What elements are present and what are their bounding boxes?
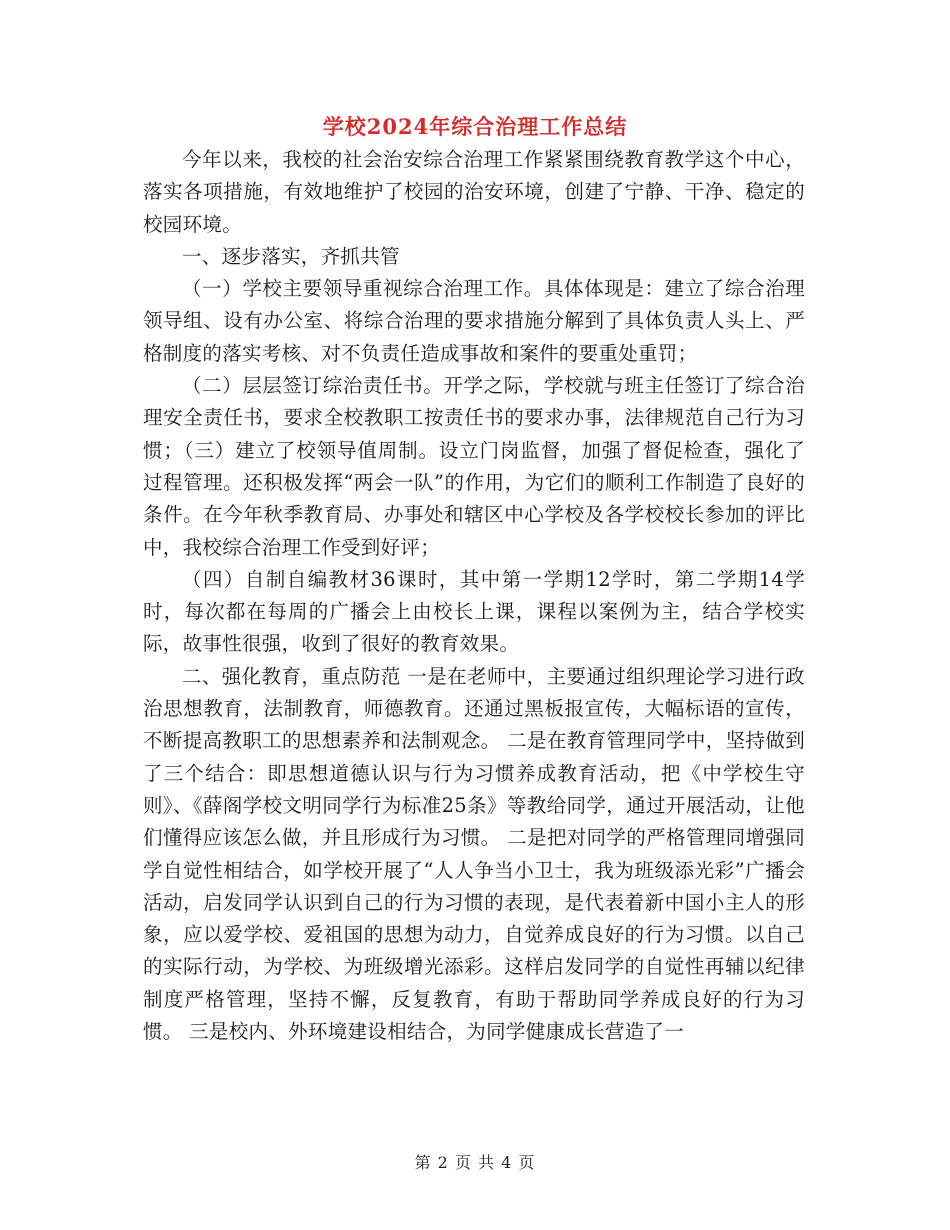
- paragraph-intro: 今年以来，我校的社会治安综合治理工作紧紧围绕教育教学这个中心，落实各项措施，有效地维护了校园的治安环境，创建了宁静、干净、稳定的校园环境。: [143, 148, 805, 236]
- paragraph-item-2-3: （二）层层签订综治责任书。开学之际，学校就与班主任签订了综合治理安全责任书，要求全校教职工按责任书的要求办事，法律规范自己行为习惯；（三）建立了校领导值周制。设立门岗监督，加强了督促检查，强化了过程管理。还积极发挥“两会一队”的作用，为它们的顺利工作制造了良好的条件。在今年秋季教育局、办事处和辖区中心学校及各学校校长参加的评比中，我校综合治理工作受到好评；: [143, 374, 805, 559]
- section-heading-1: 一、逐步落实，齐抓共管: [182, 244, 400, 268]
- document-body: [143, 144, 805, 1048]
- page-number-footer: 第 2 页 共 4 页: [414, 1153, 536, 1172]
- paragraph-item-1: （一）学校主要领导重视综合治理工作。具体体现是：建立了综合治理领导组、设有办公室、将综合治理的要求措施分解到了具体负责人头上、严格制度的落实考核、对不负责任造成事故和案件的要重处重罚；: [143, 277, 805, 365]
- document-title: 学校2024年综合治理工作总结: [322, 114, 628, 139]
- paragraph-section-2: 二、强化教育，重点防范 一是在老师中，主要通过组织理论学习进行政治思想教育，法制教育，师德教育。还通过黑板报宣传，大幅标语的宣传，不断提高教职工的思想素养和法制观念。 二是在教育管理同学中，坚持做到了三个结合：即思想道德认识与行为习惯养成教育活动，把《中学校生守则》、《薛阁学校文明同学行为标准25条》等教给同学，通过开展活动，让他们懂得应该怎么做，并且形成行为习惯。 二是把对同学的严格管理同增强同学自觉性相结合，如学校开展了“人人争当小卫士，我为班级添光彩”广播会活动，启发同学认识到自己的行为习惯的表现，是代表着新中国小主人的形象，应以爱学校、爱祖国的思想为动力，自觉养成良好的行为习惯。以自己的实际行动，为学校、为班级增光添彩。这样启发同学的自觉性再辅以纪律制度严格管理，坚持不懈，反复教育，有助于帮助同学养成良好的行为习惯。 三是校内、外环境建设相结合，为同学健康成长营造了一: [143, 664, 805, 1044]
- paragraph-item-4: （四）自制自编教材36课时，其中第一学期12学时，第二学期14学时，每次都在每周的广播会上由校长上课，课程以案例为主，结合学校实际，故事性很强，收到了很好的教育效果。: [143, 567, 805, 656]
